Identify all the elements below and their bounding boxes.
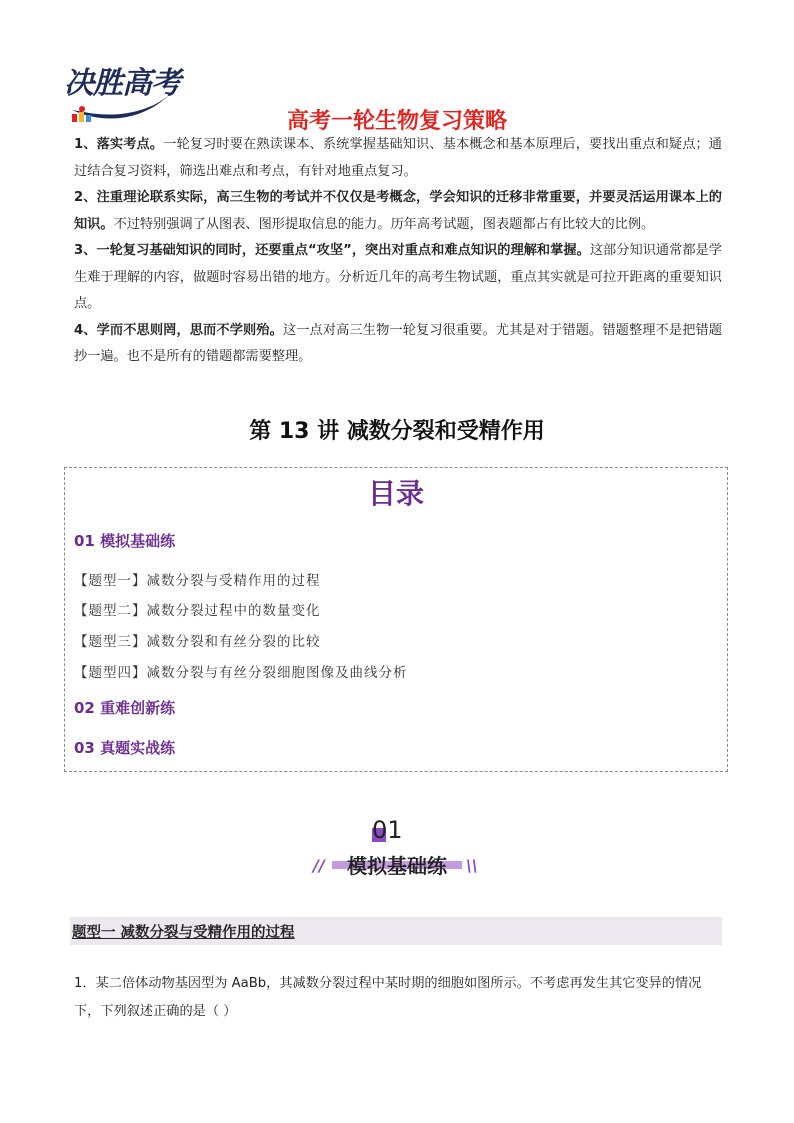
strategy-point-4 [74, 318, 722, 371]
logo-text: 决胜高考 [64, 66, 180, 101]
strategy-point-1-text: 一轮复习时要在熟读课本、系统掌握基础知识、基本概念和基本原理后，要找出重点和疑点；通过结合复习资料，筛选出难点和考点，有针对地重点复习。 [74, 137, 722, 179]
section-slash-left: // [313, 856, 325, 875]
toc-section-03[interactable]: 03 真题实战练 [74, 739, 176, 757]
toc-section-01[interactable]: 01 模拟基础练 [74, 532, 176, 550]
toc-section-02[interactable]: 02 重难创新练 [74, 699, 176, 717]
lecture-title: 第 13 讲 减数分裂和受精作用 [249, 419, 545, 444]
toc-item-type-1[interactable]: 【题型一】减数分裂与受精作用的过程 [74, 573, 321, 589]
question-1 [74, 970, 722, 1026]
strategy-point-2-text: 不过特别强调了从图表、图形提取信息的能力。历年高考试题，图表题都占有比较大的比例。 [113, 216, 655, 232]
toc-heading: 目录 [367, 477, 424, 510]
strategy-point-4-text: 这一点对高三生物一轮复习很重要。尤其是对于错题。错题整理不是把错题抄一遍。也不是所有的错题都需要整理。 [74, 322, 722, 364]
section-number: 01 [372, 816, 403, 844]
strategy-point-3-text: 这部分知识通常都是学生难于理解的内容，做题时容易出错的地方。分析近几年的高考生物试题，重点其实就是可拉开距离的重要知识点。 [74, 243, 722, 311]
table-of-contents [64, 467, 728, 772]
strategy-point-2-bold: 2、注重理论联系实际，高三生物的考试并不仅仅是考概念，学会知识的迁移非常重要，并要灵活运用课本上的知识。 [74, 190, 722, 232]
question-type-title: 题型一 减数分裂与受精作用的过程 [72, 925, 295, 941]
strategy-section [74, 132, 722, 371]
strategy-point-1 [74, 132, 722, 185]
strategy-point-3 [74, 238, 722, 318]
strategy-point-2 [74, 185, 722, 238]
strategy-point-4-bold: 4、学而不思则罔，思而不学则殆。 [74, 322, 283, 338]
question-1-text: 1．某二倍体动物基因型为 AaBb，其减数分裂过程中某时期的细胞如图所示。不考虑再发生其它变异的情况下，下列叙述正确的是（ ） [74, 976, 702, 1019]
main-title: 高考一轮生物复习策略 [286, 109, 507, 134]
toc-item-type-4[interactable]: 【题型四】减数分裂与有丝分裂细胞图像及曲线分析 [74, 665, 408, 681]
strategy-point-3-bold: 3、一轮复习基础知识的同时，还要重点“攻坚”，突出对重点和难点知识的理解和掌握。 [74, 243, 590, 258]
toc-item-type-2[interactable]: 【题型二】减数分裂过程中的数量变化 [74, 603, 321, 619]
section-slash-right: \\ [466, 856, 478, 875]
strategy-point-1-bold: 1、落实考点。 [74, 137, 164, 152]
section-label: 模拟基础练 [347, 854, 447, 878]
question-type-bar [70, 917, 722, 945]
toc-item-type-3[interactable]: 【题型三】减数分裂和有丝分裂的比较 [74, 634, 321, 650]
section-header [0, 812, 794, 882]
